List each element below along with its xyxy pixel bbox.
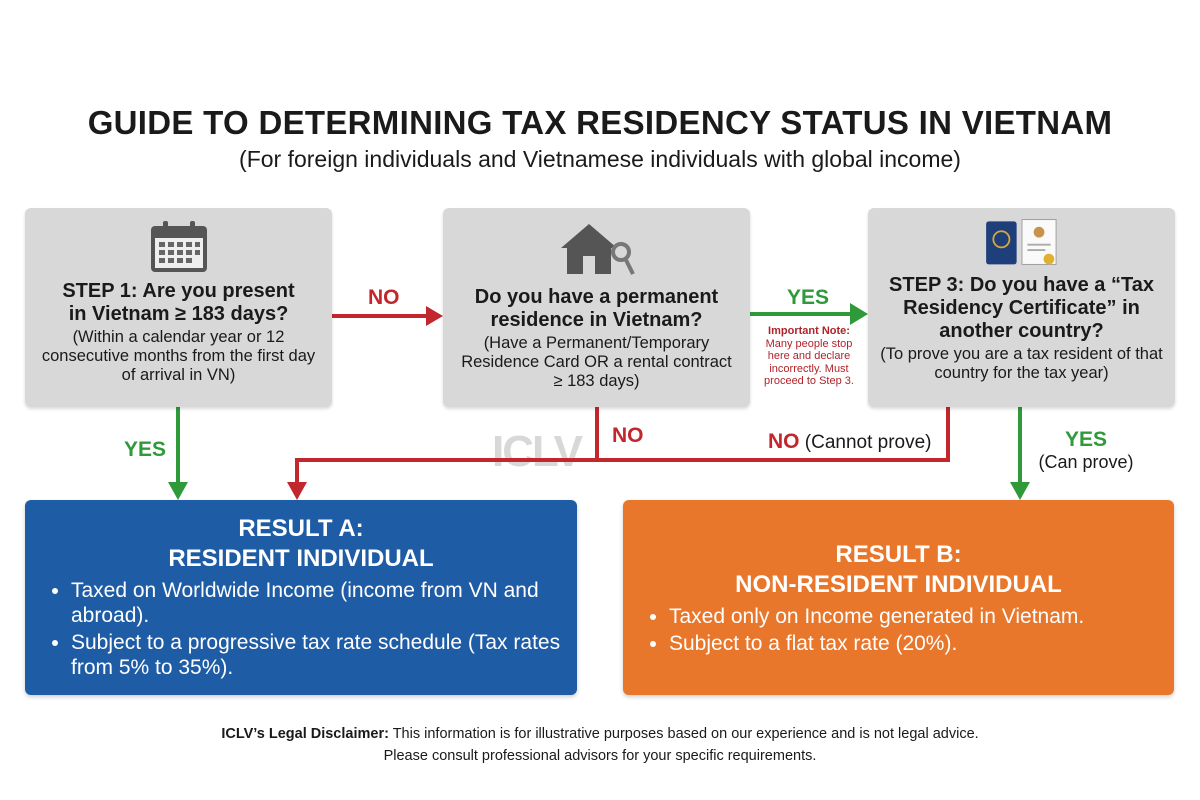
disclaimer-label: ICLV’s Legal Disclaimer: [221, 726, 389, 742]
step3-heading: STEP 3: Do you have a “Tax Residency Certificate” in another country? [889, 274, 1154, 342]
label-step2-yes: YES [787, 286, 830, 309]
result-a-subtitle: RESIDENT INDIVIDUAL [168, 545, 434, 572]
iclv-watermark: ICLV [492, 427, 581, 476]
result-b-bullet: • Taxed only on Income generated in Vietnam. [669, 604, 1174, 629]
passport-certificate-icon [978, 216, 1066, 268]
result-a-box [25, 500, 577, 695]
step3-box [868, 208, 1175, 407]
result-b-bullet: • Subject to a flat tax rate (20%). [669, 631, 1174, 656]
result-b-title: RESULT B: [835, 541, 962, 568]
step2-heading: Do you have a permanent residence in Vietnam? [474, 286, 719, 331]
result-a-title: RESULT A: [238, 515, 364, 542]
label-step3-yes [1034, 428, 1138, 473]
page-title: GUIDE TO DETERMINING TAX RESIDENCY STATUS IN VIETNAM [87, 104, 1113, 141]
step2-box [443, 208, 750, 407]
step1-detail: (Within a calendar year or 12 consecutive months from the first day of arrival in VN) [41, 328, 316, 384]
result-b-bullets [623, 604, 1174, 656]
step2-detail: (Have a Permanent/Temporary Residence Card OR a rental contract ≥ 183 days) [461, 334, 732, 390]
result-b-subtitle: NON-RESIDENT INDIVIDUAL [735, 571, 1062, 598]
cannot-prove-text: (Cannot prove) [804, 432, 932, 453]
label-step1-no: NO [368, 286, 400, 309]
label-step1-yes: YES [124, 438, 167, 461]
yes-text: YES [1064, 428, 1108, 451]
note-text: Many people stop here and declare incorrectly. Must proceed to Step 3. [764, 337, 854, 387]
disclaimer [0, 726, 1200, 742]
disclaimer-text: This information is for illustrative purposes based on our experience and is not legal advice. [388, 726, 979, 742]
step1-heading: STEP 1: Are you present in Vietnam ≥ 183 days? [62, 280, 295, 325]
no-text: NO [768, 430, 800, 453]
house-key-icon [555, 220, 639, 278]
arrow-step1-yes [168, 407, 188, 500]
result-a-bullets [25, 578, 577, 680]
note-title: Important Note: [768, 325, 850, 337]
result-b-box [623, 500, 1174, 695]
important-note [757, 325, 861, 388]
arrow-step3-yes [1010, 407, 1030, 500]
disclaimer-line2: Please consult professional advisors for your specific requirements. [383, 748, 817, 764]
step1-box [25, 208, 332, 407]
calendar-icon [149, 220, 209, 274]
result-a-bullet: • Subject to a progressive tax rate schedule (Tax rates from 5% to 35%). [71, 630, 577, 680]
step3-detail: (To prove you are a tax resident of that country for the tax year) [880, 345, 1163, 382]
page-subtitle: (For foreign individuals and Vietnamese individuals with global income) [239, 146, 961, 172]
label-step3-no [768, 430, 932, 454]
result-a-bullet: • Taxed on Worldwide Income (income from VN and abroad). [71, 578, 577, 628]
can-prove-text: (Can prove) [1038, 452, 1134, 472]
label-step2-no: NO [612, 424, 644, 447]
